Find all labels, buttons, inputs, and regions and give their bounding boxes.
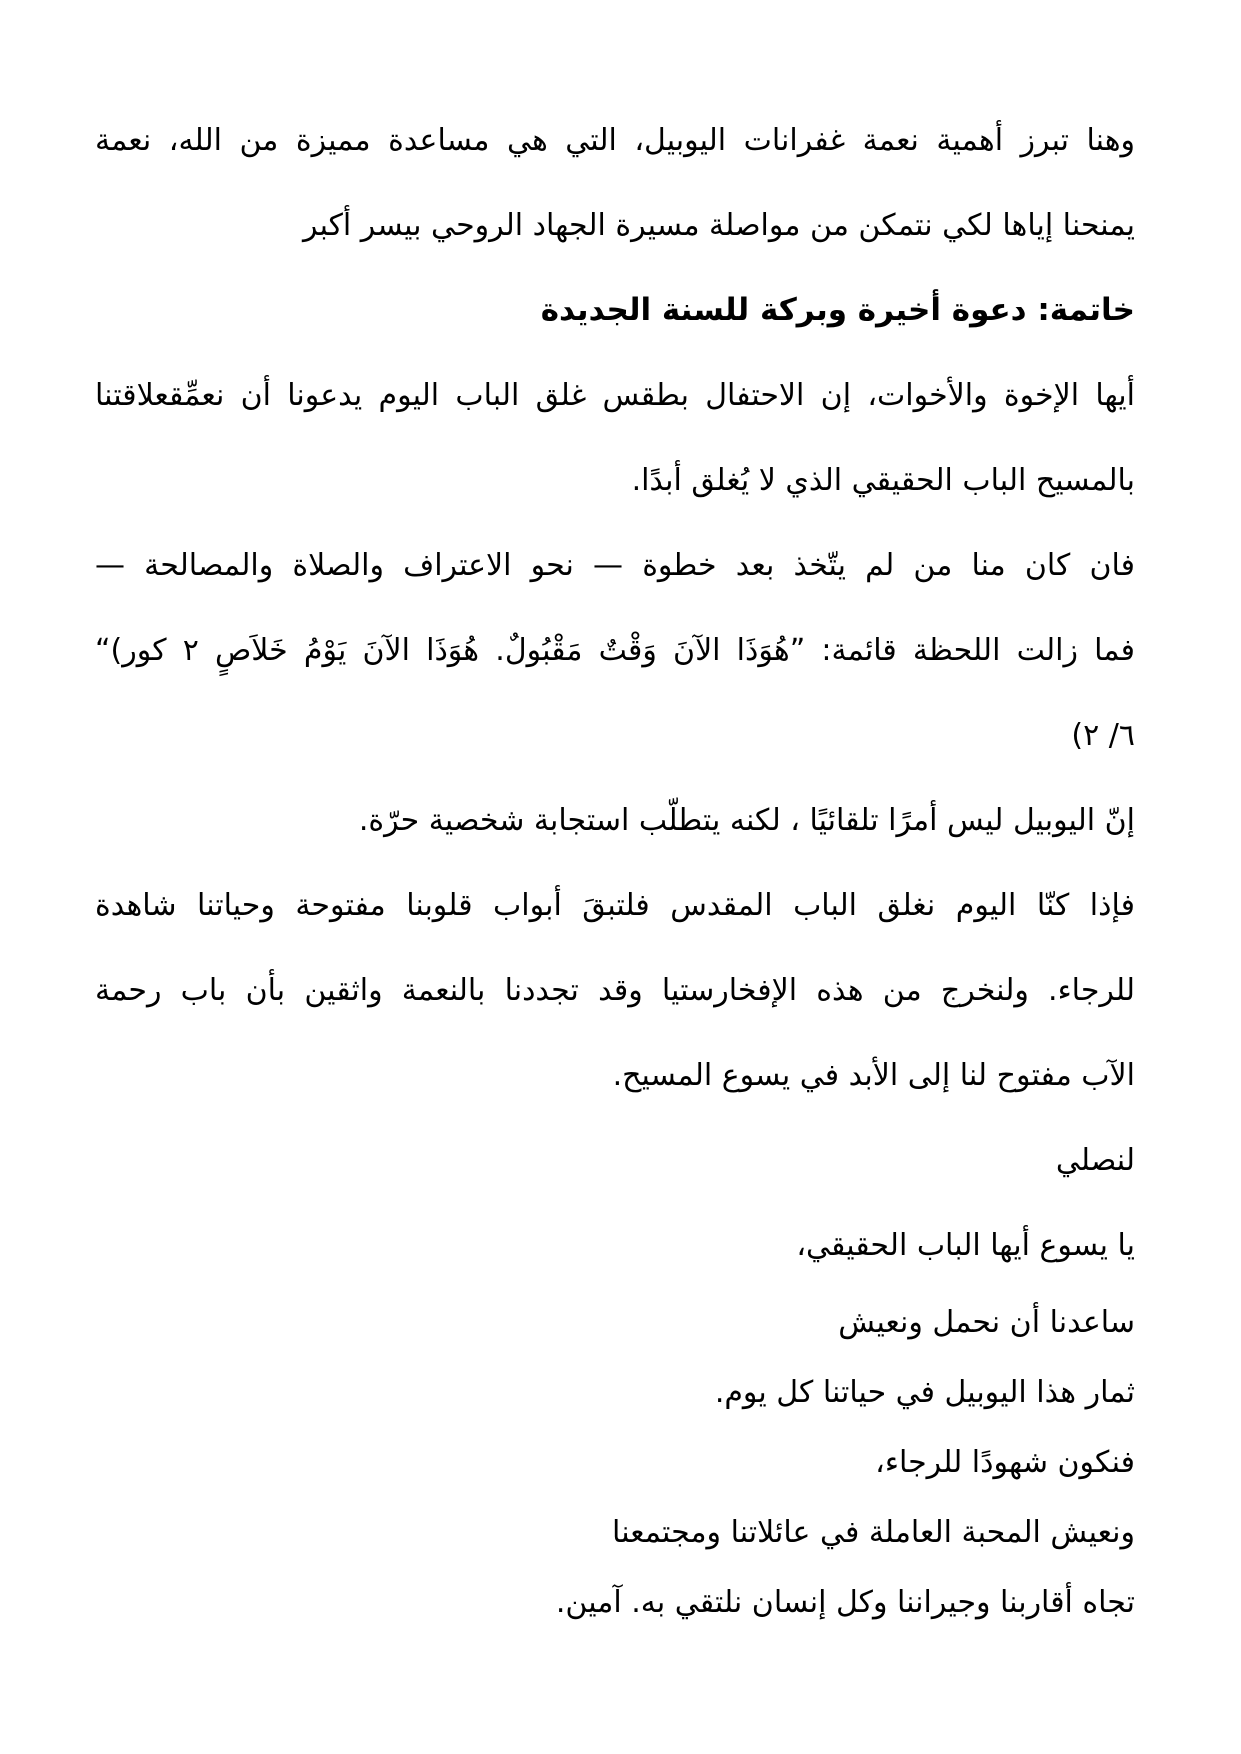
section-heading: خاتمة: دعوة أخيرة وبركة للسنة الجديدة xyxy=(540,292,1135,328)
text-line: أيها الإخوة والأخوات، إن الاحتفال بطقس غلق الباب اليوم يدعونا أن نعمِّقعلاقتنا xyxy=(95,378,1135,413)
text-line: وهنا تبرز أهمية نعمة غفرانات اليوبيل، التي هي مساعدة مميزة من الله، نعمة xyxy=(95,123,1135,158)
text-line: ونعيش المحبة العاملة في عائلاتنا ومجتمعنا xyxy=(612,1515,1135,1550)
text-block xyxy=(95,98,1135,1638)
text-line: فنكون شهودًا للرجاء، xyxy=(875,1445,1135,1480)
text-line: الآب مفتوح لنا إلى الأبد في يسوع المسيح. xyxy=(612,1058,1135,1093)
text-line: يا يسوع أيها الباب الحقيقي، xyxy=(796,1228,1135,1263)
text-line: لنصلي xyxy=(1055,1143,1135,1178)
text-line: ساعدنا أن نحمل ونعيش xyxy=(838,1305,1135,1340)
text-line: ٦/ ٢) xyxy=(1071,718,1135,753)
text-line: تجاه أقاربنا وجيراننا وكل إنسان نلتقي به. آمين. xyxy=(555,1585,1135,1620)
text-line: يمنحنا إياها لكي نتمكن من مواصلة مسيرة الجهاد الروحي بيسر أكبر xyxy=(303,208,1135,243)
text-line: بالمسيح الباب الحقيقي الذي لا يُغلق أبدًا. xyxy=(631,463,1135,498)
text-line: فإذا كنّا اليوم نغلق الباب المقدس فلتبقَ أبواب قلوبنا مفتوحة وحياتنا شاهدة xyxy=(95,888,1135,923)
text-line: فان كان منا من لم يتّخذ بعد خطوة — نحو الاعتراف والصلاة والمصالحة — xyxy=(95,548,1135,583)
text-line: إنّ اليوبيل ليس أمرًا تلقائيًا ، لكنه يتطلّب استجابة شخصية حرّة. xyxy=(358,803,1135,838)
text-line: فما زالت اللحظة قائمة: ”هُوَذَا الآنَ وَقْتٌ مَقْبُولٌ. هُوَذَا الآنَ يَوْمُ خَلاَصٍ ⁦(٢ كور⁩“ xyxy=(95,633,1135,668)
text-line: ثمار هذا اليوبيل في حياتنا كل يوم. xyxy=(714,1375,1135,1410)
text-line: للرجاء. ولنخرج من هذه الإفخارستيا وقد تجددنا بالنعمة واثقين بأن باب رحمة xyxy=(95,973,1135,1008)
